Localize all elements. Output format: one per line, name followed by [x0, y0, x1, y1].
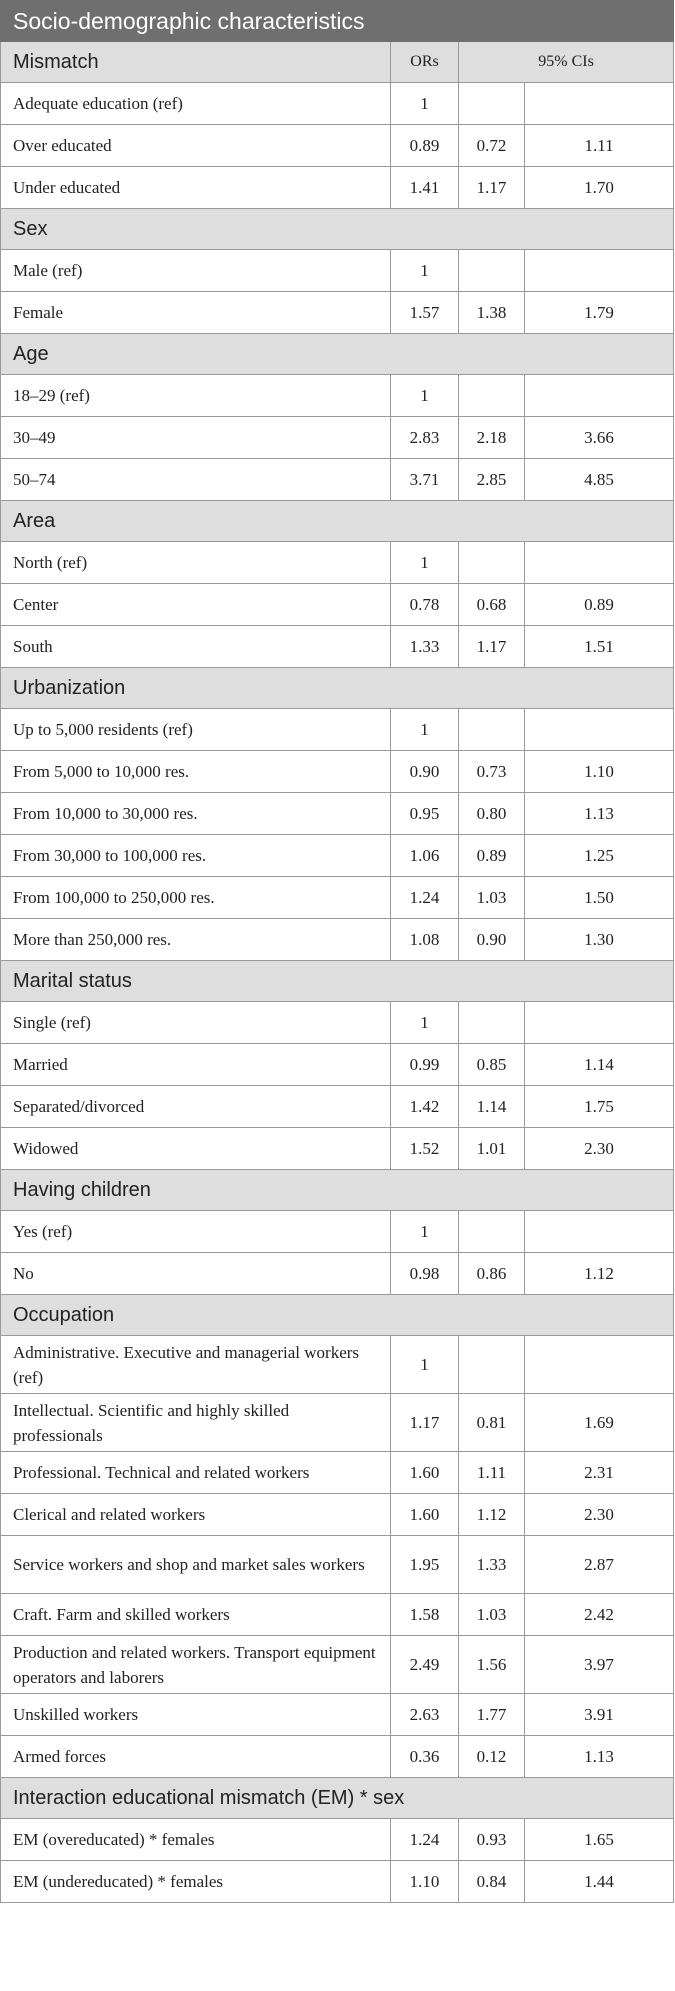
table-row — [1, 125, 674, 167]
ci-lower-cell: 0.72 — [459, 125, 525, 167]
table-title-row — [1, 1, 674, 42]
ci-lower-cell: 1.38 — [459, 292, 525, 334]
row-label: Administrative. Executive and managerial workers (ref) — [1, 1336, 391, 1394]
section-heading-row — [1, 1778, 674, 1819]
table-row — [1, 459, 674, 501]
table-row — [1, 1452, 674, 1494]
ci-upper-cell: 1.10 — [525, 751, 674, 793]
odds-ratio-cell: 2.83 — [391, 417, 459, 459]
table-row — [1, 292, 674, 334]
ci-upper-cell: 4.85 — [525, 459, 674, 501]
odds-ratio-cell: 0.99 — [391, 1044, 459, 1086]
section-heading-row — [1, 1170, 674, 1211]
row-label: 30–49 — [1, 417, 391, 459]
table-row — [1, 1736, 674, 1778]
ci-lower-cell: 1.14 — [459, 1086, 525, 1128]
table-row — [1, 1536, 674, 1594]
row-label: No — [1, 1253, 391, 1295]
table-row — [1, 1336, 674, 1394]
odds-ratio-cell: 1.08 — [391, 919, 459, 961]
row-label: From 10,000 to 30,000 res. — [1, 793, 391, 835]
row-label: More than 250,000 res. — [1, 919, 391, 961]
ci-lower-cell: 0.73 — [459, 751, 525, 793]
odds-ratio-cell: 1.41 — [391, 167, 459, 209]
table-row — [1, 375, 674, 417]
table-row — [1, 1044, 674, 1086]
odds-ratio-cell: 1.06 — [391, 835, 459, 877]
ci-lower-cell — [459, 250, 525, 292]
row-label: Adequate education (ref) — [1, 83, 391, 125]
row-label: From 30,000 to 100,000 res. — [1, 835, 391, 877]
section-heading: Mismatch — [1, 42, 391, 83]
ci-upper-cell — [525, 1211, 674, 1253]
section-heading: Area — [1, 501, 674, 542]
odds-ratio-cell: 1.60 — [391, 1494, 459, 1536]
row-label: 50–74 — [1, 459, 391, 501]
ci-lower-cell: 1.03 — [459, 877, 525, 919]
row-label: EM (overeducated) * females — [1, 1819, 391, 1861]
odds-ratio-cell: 1.17 — [391, 1394, 459, 1452]
odds-ratio-cell: 1.52 — [391, 1128, 459, 1170]
table-row — [1, 1594, 674, 1636]
column-header-ors: ORs — [391, 42, 459, 83]
ci-lower-cell: 2.18 — [459, 417, 525, 459]
ci-lower-cell: 0.89 — [459, 835, 525, 877]
odds-ratio-cell: 1.33 — [391, 626, 459, 668]
row-label: Yes (ref) — [1, 1211, 391, 1253]
table-row — [1, 1694, 674, 1736]
row-label: South — [1, 626, 391, 668]
row-label: Widowed — [1, 1128, 391, 1170]
ci-upper-cell — [525, 1336, 674, 1394]
row-label: Single (ref) — [1, 1002, 391, 1044]
section-heading-row — [1, 961, 674, 1002]
odds-ratio-cell: 0.98 — [391, 1253, 459, 1295]
ci-upper-cell: 3.91 — [525, 1694, 674, 1736]
table-row — [1, 919, 674, 961]
ci-lower-cell: 0.93 — [459, 1819, 525, 1861]
odds-ratio-cell: 1.24 — [391, 877, 459, 919]
odds-ratio-cell: 1.60 — [391, 1452, 459, 1494]
table-row — [1, 626, 674, 668]
row-label: Production and related workers. Transport equipment operators and laborers — [1, 1636, 391, 1694]
odds-ratio-cell: 1.24 — [391, 1819, 459, 1861]
row-label: EM (undereducated) * females — [1, 1861, 391, 1903]
table-row — [1, 1128, 674, 1170]
ci-lower-cell — [459, 1211, 525, 1253]
odds-ratio-cell: 1.10 — [391, 1861, 459, 1903]
table-row — [1, 250, 674, 292]
ci-lower-cell: 1.17 — [459, 626, 525, 668]
row-label: Intellectual. Scientific and highly skilled professionals — [1, 1394, 391, 1452]
ci-upper-cell: 1.79 — [525, 292, 674, 334]
row-label: Craft. Farm and skilled workers — [1, 1594, 391, 1636]
ci-upper-cell — [525, 250, 674, 292]
ci-upper-cell: 3.66 — [525, 417, 674, 459]
section-heading-row — [1, 501, 674, 542]
table-row — [1, 1253, 674, 1295]
section-heading: Occupation — [1, 1295, 674, 1336]
ci-lower-cell — [459, 1336, 525, 1394]
odds-ratio-cell: 0.90 — [391, 751, 459, 793]
ci-lower-cell: 0.86 — [459, 1253, 525, 1295]
column-header-row — [1, 42, 674, 83]
odds-ratio-cell: 1.42 — [391, 1086, 459, 1128]
ci-upper-cell: 2.30 — [525, 1494, 674, 1536]
table-row — [1, 417, 674, 459]
odds-ratio-cell: 0.89 — [391, 125, 459, 167]
ci-lower-cell: 0.84 — [459, 1861, 525, 1903]
ci-lower-cell: 1.56 — [459, 1636, 525, 1694]
table-row — [1, 584, 674, 626]
row-label: Married — [1, 1044, 391, 1086]
table-row — [1, 835, 674, 877]
table-row — [1, 709, 674, 751]
ci-upper-cell: 1.44 — [525, 1861, 674, 1903]
odds-ratio-cell: 1 — [391, 542, 459, 584]
ci-upper-cell — [525, 375, 674, 417]
ci-upper-cell: 2.31 — [525, 1452, 674, 1494]
table-row — [1, 1494, 674, 1536]
ci-upper-cell: 1.13 — [525, 793, 674, 835]
ci-upper-cell — [525, 709, 674, 751]
row-label: Under educated — [1, 167, 391, 209]
ci-upper-cell — [525, 83, 674, 125]
table-row — [1, 1002, 674, 1044]
ci-upper-cell: 2.87 — [525, 1536, 674, 1594]
ci-lower-cell: 1.17 — [459, 167, 525, 209]
ci-lower-cell: 1.12 — [459, 1494, 525, 1536]
odds-ratio-cell: 0.78 — [391, 584, 459, 626]
table-row — [1, 751, 674, 793]
ci-lower-cell — [459, 375, 525, 417]
table-row — [1, 167, 674, 209]
row-label: Male (ref) — [1, 250, 391, 292]
odds-ratio-cell: 1.58 — [391, 1594, 459, 1636]
row-label: Clerical and related workers — [1, 1494, 391, 1536]
odds-ratio-cell: 1 — [391, 250, 459, 292]
ci-lower-cell — [459, 1002, 525, 1044]
section-heading-row — [1, 209, 674, 250]
odds-ratio-cell: 1 — [391, 1336, 459, 1394]
odds-ratio-cell: 1 — [391, 83, 459, 125]
row-label: From 5,000 to 10,000 res. — [1, 751, 391, 793]
odds-ratio-cell: 0.36 — [391, 1736, 459, 1778]
ci-upper-cell: 1.50 — [525, 877, 674, 919]
ci-upper-cell — [525, 542, 674, 584]
odds-ratio-cell: 1 — [391, 1002, 459, 1044]
ci-lower-cell: 0.85 — [459, 1044, 525, 1086]
section-heading-row — [1, 1295, 674, 1336]
ci-lower-cell: 1.33 — [459, 1536, 525, 1594]
row-label: Up to 5,000 residents (ref) — [1, 709, 391, 751]
ci-lower-cell: 0.12 — [459, 1736, 525, 1778]
odds-ratio-cell: 2.49 — [391, 1636, 459, 1694]
odds-ratio-cell: 1.57 — [391, 292, 459, 334]
row-label: Separated/divorced — [1, 1086, 391, 1128]
ci-lower-cell: 0.68 — [459, 584, 525, 626]
ci-lower-cell: 0.80 — [459, 793, 525, 835]
ci-upper-cell: 1.69 — [525, 1394, 674, 1452]
odds-ratio-cell: 1.95 — [391, 1536, 459, 1594]
ci-upper-cell: 1.65 — [525, 1819, 674, 1861]
row-label: Over educated — [1, 125, 391, 167]
row-label: Unskilled workers — [1, 1694, 391, 1736]
ci-upper-cell: 1.11 — [525, 125, 674, 167]
column-header-ci: 95% CIs — [459, 42, 674, 83]
table-row — [1, 1636, 674, 1694]
ci-upper-cell: 2.30 — [525, 1128, 674, 1170]
ci-upper-cell: 0.89 — [525, 584, 674, 626]
table-row — [1, 877, 674, 919]
ci-upper-cell: 1.51 — [525, 626, 674, 668]
row-label: Female — [1, 292, 391, 334]
ci-upper-cell: 1.25 — [525, 835, 674, 877]
section-heading: Age — [1, 334, 674, 375]
odds-ratio-cell: 2.63 — [391, 1694, 459, 1736]
table-title: Socio-demographic characteristics — [1, 1, 674, 42]
odds-ratio-cell: 1 — [391, 709, 459, 751]
row-label: North (ref) — [1, 542, 391, 584]
ci-lower-cell: 1.77 — [459, 1694, 525, 1736]
row-label: Service workers and shop and market sales workers — [1, 1536, 391, 1594]
ci-upper-cell: 3.97 — [525, 1636, 674, 1694]
row-label: From 100,000 to 250,000 res. — [1, 877, 391, 919]
table-row — [1, 1861, 674, 1903]
table-row — [1, 83, 674, 125]
section-heading-row — [1, 668, 674, 709]
section-heading: Sex — [1, 209, 674, 250]
ci-upper-cell: 1.13 — [525, 1736, 674, 1778]
table-body — [1, 1, 674, 1903]
ci-lower-cell: 1.11 — [459, 1452, 525, 1494]
odds-ratio-cell: 3.71 — [391, 459, 459, 501]
section-heading: Interaction educational mismatch (EM) * sex — [1, 1778, 674, 1819]
odds-ratio-cell: 0.95 — [391, 793, 459, 835]
table-row — [1, 1819, 674, 1861]
ci-lower-cell: 1.03 — [459, 1594, 525, 1636]
ci-upper-cell: 1.12 — [525, 1253, 674, 1295]
ci-upper-cell: 1.14 — [525, 1044, 674, 1086]
row-label: Professional. Technical and related workers — [1, 1452, 391, 1494]
ci-upper-cell: 2.42 — [525, 1594, 674, 1636]
odds-ratio-cell: 1 — [391, 1211, 459, 1253]
table-row — [1, 542, 674, 584]
section-heading-row — [1, 334, 674, 375]
table-row — [1, 1211, 674, 1253]
table-row — [1, 1086, 674, 1128]
table-row — [1, 793, 674, 835]
ci-lower-cell — [459, 542, 525, 584]
section-heading: Marital status — [1, 961, 674, 1002]
row-label: Center — [1, 584, 391, 626]
odds-ratio-cell: 1 — [391, 375, 459, 417]
ci-lower-cell: 0.90 — [459, 919, 525, 961]
table-row — [1, 1394, 674, 1452]
row-label: Armed forces — [1, 1736, 391, 1778]
ci-upper-cell: 1.70 — [525, 167, 674, 209]
row-label: 18–29 (ref) — [1, 375, 391, 417]
ci-lower-cell: 1.01 — [459, 1128, 525, 1170]
section-heading: Urbanization — [1, 668, 674, 709]
ci-lower-cell — [459, 83, 525, 125]
ci-lower-cell: 0.81 — [459, 1394, 525, 1452]
ci-upper-cell — [525, 1002, 674, 1044]
ci-lower-cell — [459, 709, 525, 751]
ci-upper-cell: 1.75 — [525, 1086, 674, 1128]
section-heading: Having children — [1, 1170, 674, 1211]
ci-upper-cell: 1.30 — [525, 919, 674, 961]
ci-lower-cell: 2.85 — [459, 459, 525, 501]
